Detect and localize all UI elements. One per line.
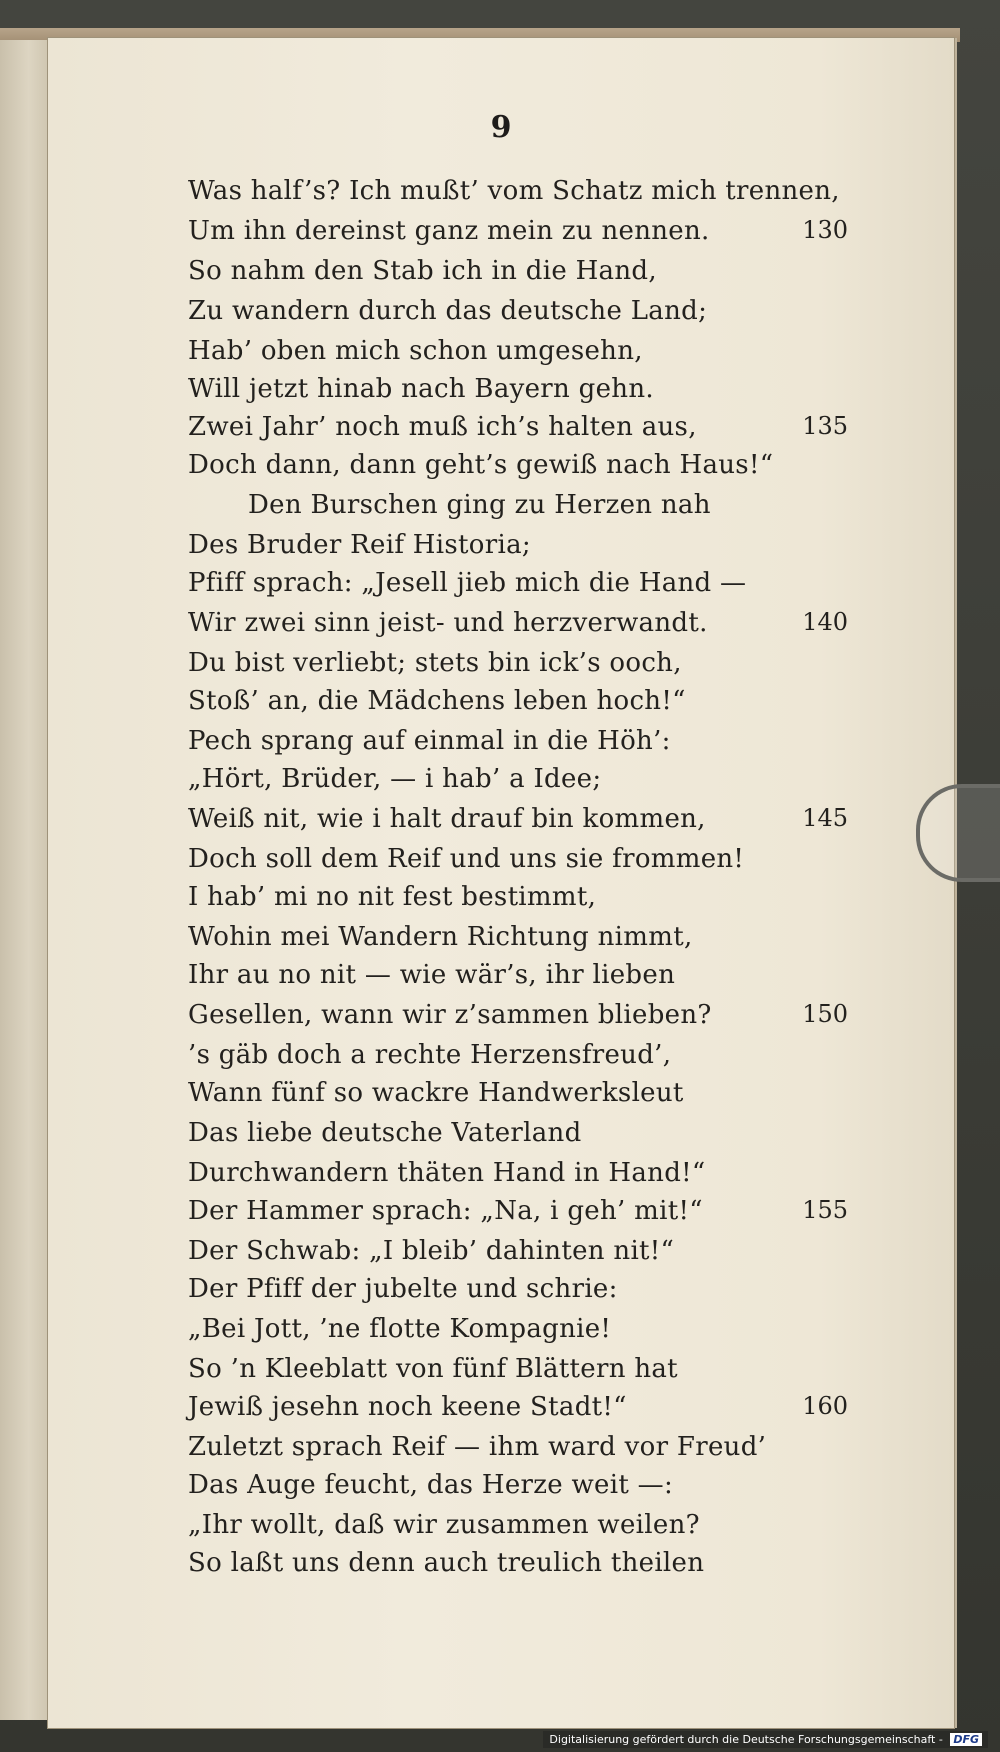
verse-line: „Ihr wollt, daß wir zusammen weilen? bbox=[188, 1510, 700, 1540]
dfg-logo-badge: DFG bbox=[950, 1733, 982, 1746]
line-number: 160 bbox=[802, 1392, 848, 1420]
verse-line: Was half’s? Ich mußt’ vom Schatz mich trennen, bbox=[188, 176, 840, 206]
verse-line: Pfiff sprach: „Jesell jieb mich die Hand — bbox=[188, 568, 747, 598]
verse-line: Zu wandern durch das deutsche Land; bbox=[188, 296, 708, 326]
verse-line: Gesellen, wann wir z’sammen blieben? bbox=[188, 1000, 712, 1030]
verse-line: I hab’ mi no nit fest bestimmt, bbox=[188, 882, 597, 912]
line-number: 130 bbox=[802, 216, 848, 244]
verse-line: Doch dann, dann geht’s gewiß nach Haus!“ bbox=[188, 450, 774, 480]
credit-text: Digitalisierung gefördert durch die Deutsche Forschungsgemeinschaft - bbox=[549, 1733, 943, 1746]
verse-line: Des Bruder Reif Historia; bbox=[188, 530, 531, 560]
verse-line: Hab’ oben mich schon umgesehn, bbox=[188, 336, 643, 366]
verse-line: Zuletzt sprach Reif — ihm ward vor Freud’ bbox=[188, 1432, 767, 1462]
line-number: 150 bbox=[802, 1000, 848, 1028]
verse-line: Der Schwab: „I bleib’ dahinten nit!“ bbox=[188, 1236, 675, 1266]
verse-line: Der Hammer sprach: „Na, i geh’ mit!“ bbox=[188, 1196, 703, 1226]
verse-line: Den Burschen ging zu Herzen nah bbox=[248, 490, 711, 520]
verse-line: ’s gäb doch a rechte Herzensfreud’, bbox=[188, 1040, 672, 1070]
verse-line: Stoß’ an, die Mädchens leben hoch!“ bbox=[188, 686, 686, 716]
verse-line: Jewiß jesehn noch keene Stadt!“ bbox=[188, 1392, 627, 1422]
line-number: 135 bbox=[802, 412, 848, 440]
verse-line: Weiß nit, wie i halt drauf bin kommen, bbox=[188, 804, 706, 834]
verse-line: Pech sprang auf einmal in die Höh’: bbox=[188, 726, 671, 756]
facing-page-edge bbox=[0, 40, 50, 1720]
verse-line: Zwei Jahr’ noch muß ich’s halten aus, bbox=[188, 412, 697, 442]
line-number: 155 bbox=[802, 1196, 848, 1224]
verse-line: So laßt uns denn auch treulich theilen bbox=[188, 1548, 705, 1578]
verse-line: So nahm den Stab ich in die Hand, bbox=[188, 256, 657, 286]
verse-line: Wann fünf so wackre Handwerksleut bbox=[188, 1078, 684, 1108]
verse-line: Der Pfiff der jubelte und schrie: bbox=[188, 1274, 618, 1304]
verse-line: Wir zwei sinn jeist- und herzverwandt. bbox=[188, 608, 708, 638]
digitization-credit bbox=[543, 1731, 988, 1748]
verse-line: Das Auge feucht, das Herze weit —: bbox=[188, 1470, 674, 1500]
verse-line: Das liebe deutsche Vaterland bbox=[188, 1118, 582, 1148]
page-clip-mark bbox=[916, 784, 1000, 882]
verse-line: Doch soll dem Reif und uns sie frommen! bbox=[188, 844, 745, 874]
line-number: 140 bbox=[802, 608, 848, 636]
line-number: 145 bbox=[802, 804, 848, 832]
verse-line: Durchwandern thäten Hand in Hand!“ bbox=[188, 1158, 706, 1188]
verse-line: Um ihn dereinst ganz mein zu nennen. bbox=[188, 216, 710, 246]
verse-line: Will jetzt hinab nach Bayern gehn. bbox=[188, 374, 654, 404]
page-number: 9 bbox=[490, 110, 512, 145]
verse-line: Ihr au no nit — wie wär’s, ihr lieben bbox=[188, 960, 676, 990]
verse-line: „Hört, Brüder, — i hab’ a Idee; bbox=[188, 764, 602, 794]
verse-line: Wohin mei Wandern Richtung nimmt, bbox=[188, 922, 693, 952]
verse-line: Du bist verliebt; stets bin ick’s ooch, bbox=[188, 648, 682, 678]
verse-line: So ’n Kleeblatt von fünf Blättern hat bbox=[188, 1354, 678, 1384]
verse-line: „Bei Jott, ’ne flotte Kompagnie! bbox=[188, 1314, 612, 1344]
book-page bbox=[48, 38, 954, 1728]
